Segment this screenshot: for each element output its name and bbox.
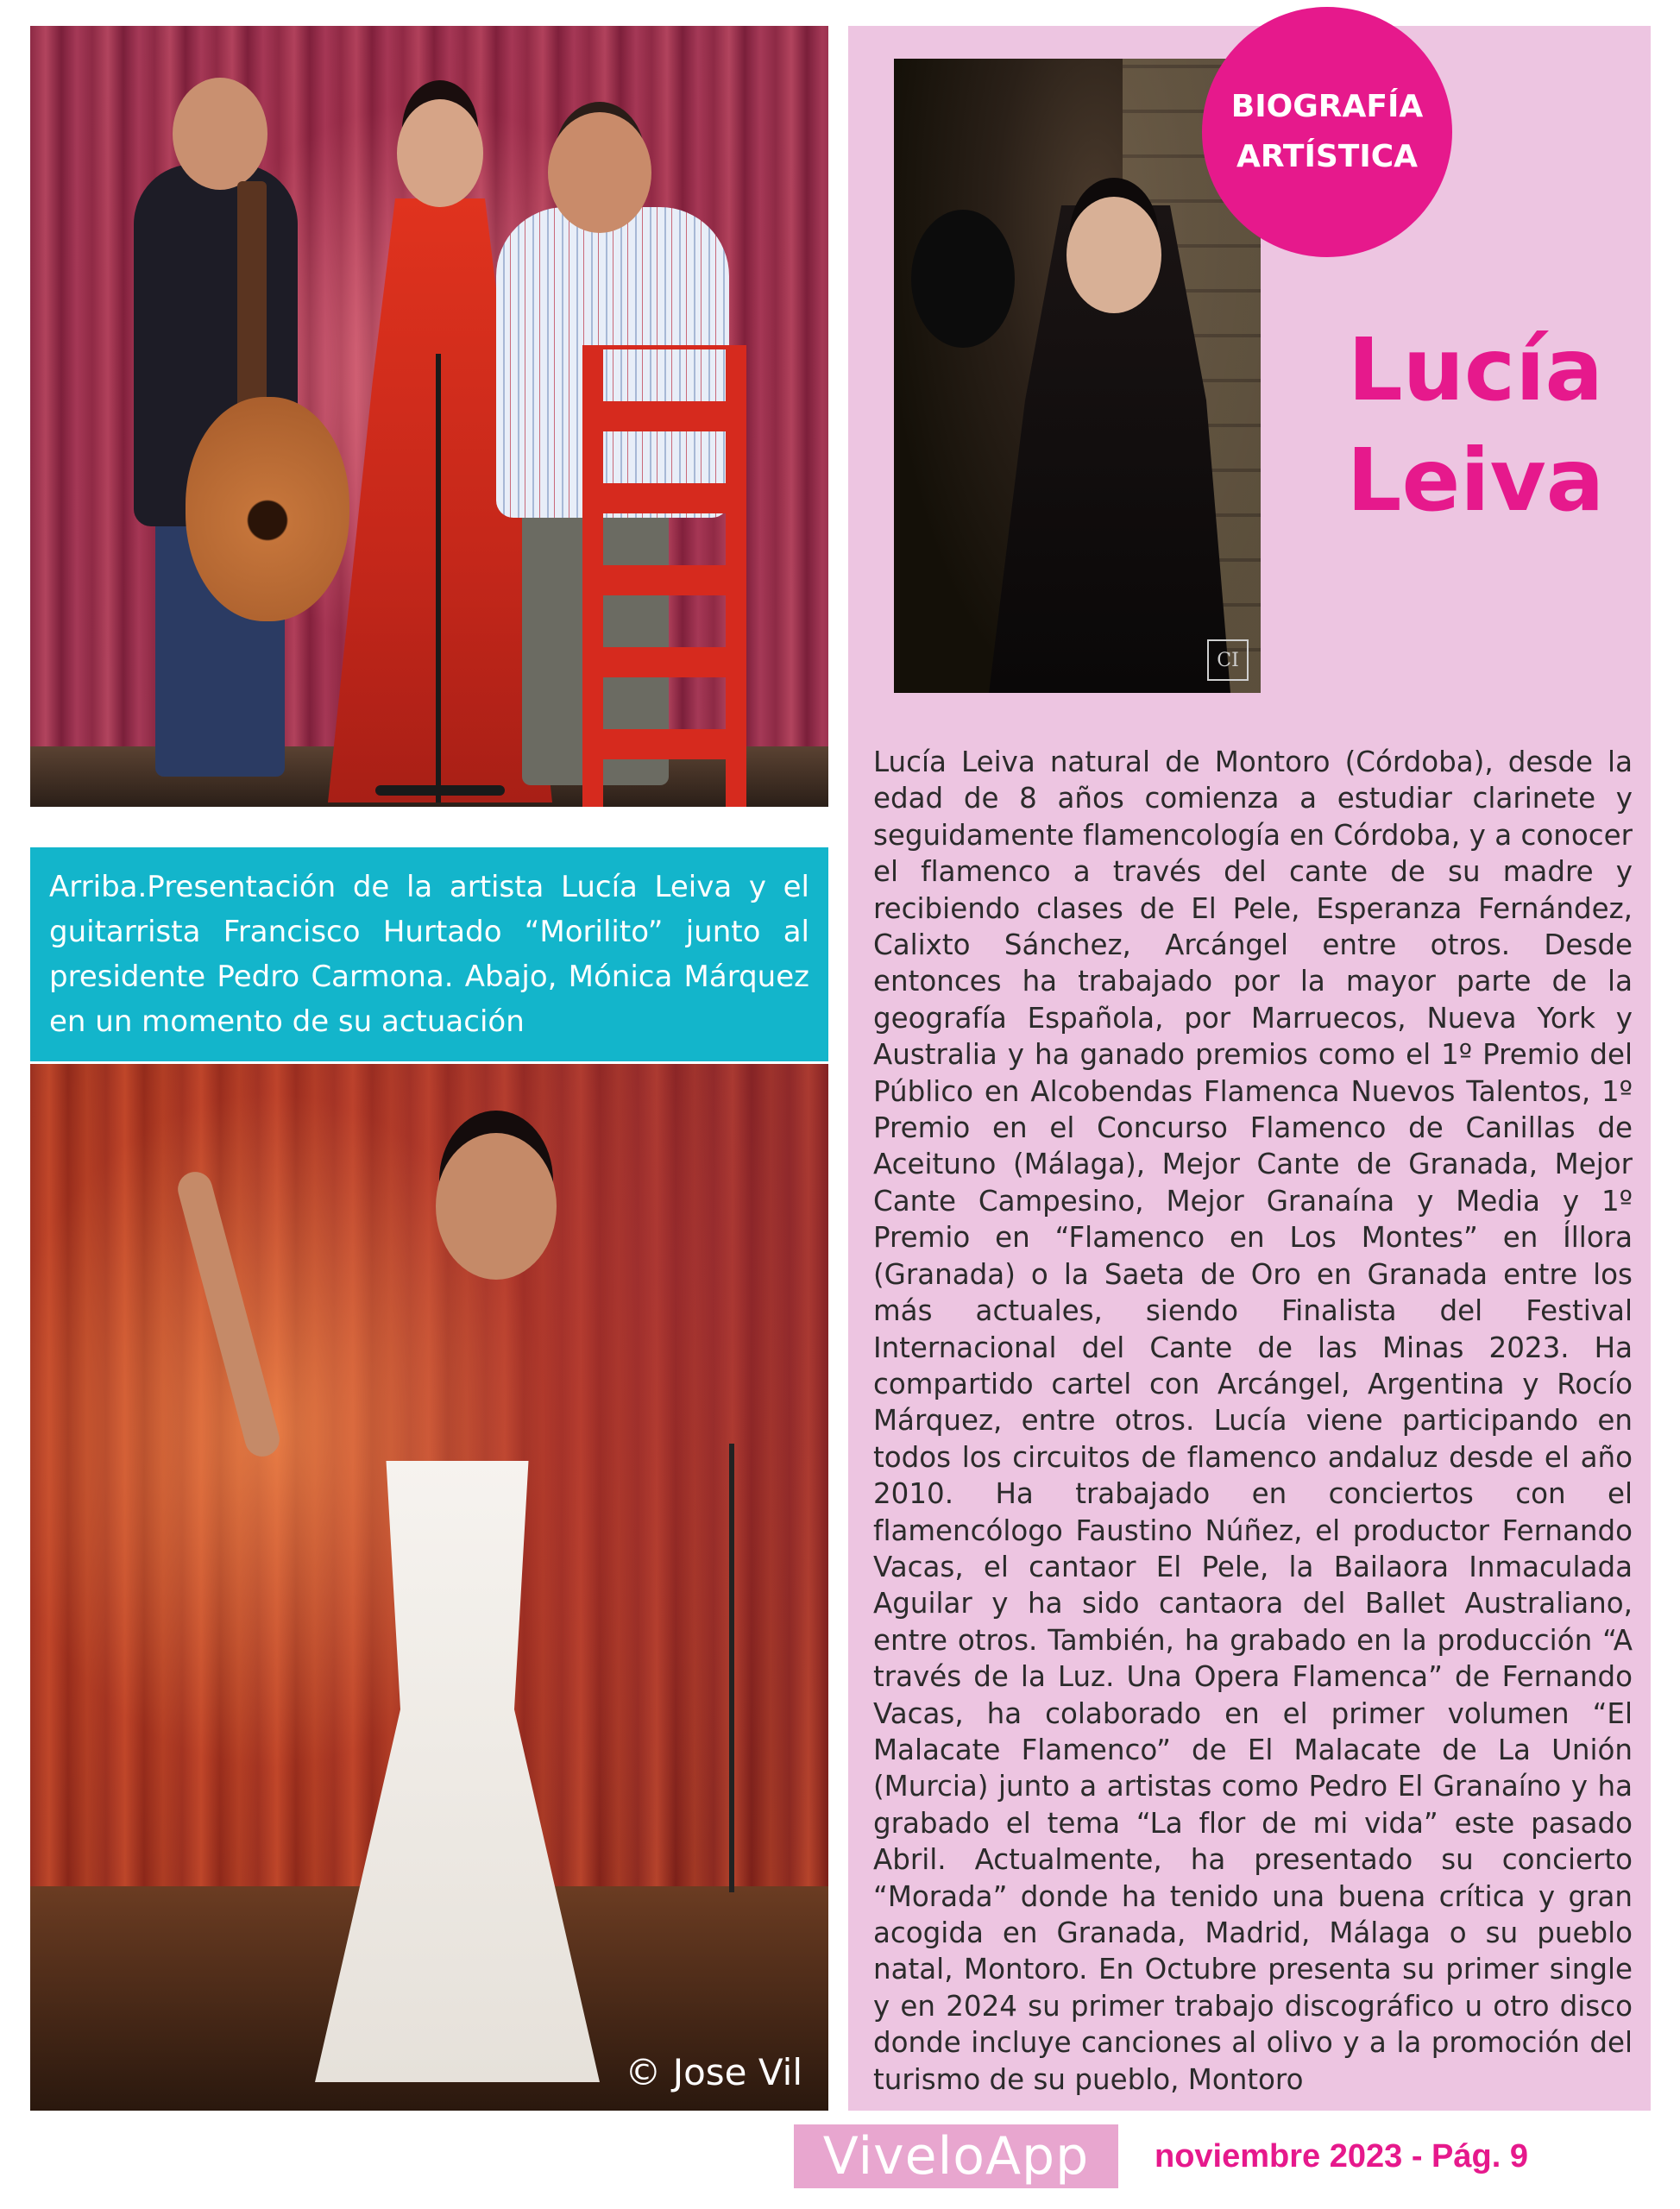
- top-photo: [30, 26, 828, 807]
- guitarist-head: [173, 78, 267, 190]
- guitar-neck: [237, 181, 267, 414]
- mic-stand: [729, 1444, 734, 1892]
- dancer-head: [436, 1133, 557, 1280]
- artist-name-heading: [1320, 315, 1631, 536]
- artist-first-name: Lucía: [1348, 319, 1603, 420]
- badge-line-1: BIOGRAFÍA: [1230, 89, 1424, 124]
- issue-date-page: noviembre 2023 - Pág. 9: [1155, 2138, 1528, 2174]
- dancer-white-dress: [315, 1461, 600, 2082]
- magazine-logo: ViveloApp: [794, 2124, 1118, 2188]
- mic-stand: [436, 354, 441, 802]
- badge-line-2: ARTÍSTICA: [1236, 139, 1419, 174]
- guitar: [186, 397, 349, 621]
- painted-chair: [582, 345, 746, 807]
- biography-text: Lucía Leiva natural de Montoro (Córdoba), desde la edad de 8 años comienza a estudiar clarinete y seguidamente flamencología en Córdoba, y a conocer el flamenco a través del cante de su madre y recibiendo clases de El Pele, Esperanza Fernández, Calixto Sánchez, Arcángel entre otros. Desde entonces ha trabajado por la mayor parte de la geografía Española, por Marruecos, Nueva York y Australia y ha ganado premios como el 1º Premio del Público en Alcobendas Flamenca Nuevos Talentos, 1º Premio en el Concurso Flamenco de Canillas de Aceituno (Málaga), Mejor Cante de Granada, Mejor Cante Campesino, Mejor Granaína y Media y 1º Premio en “Flamenco en Los Montes” en Íllora (Granada) o la Saeta de Oro en Granada entre los más actuales, siendo Finalista del Festival Internacional del Cante de las Minas 2023. Ha compartido cartel con Arcángel, Argentina y Rocío Márquez, entre otros. Lucía viene participando en todos los circuitos de flamenco andaluz desde el año 2010. Ha trabajado en conciertos con el flamencólogo Faustino Núñez, el productor Fernando Vacas, el cantaor El Pele, la Bailaora Inmaculada Aguilar y ha sido cantaora del Ballet Australiano, entre otros. También, ha grabado en la producción “A través de la Luz. Una Opera Flamenca” de Fernando Vacas, ha colaborado en el primer volumen “El Malacate Flamenco” de El Malacate de La Unión (Murcia) junto a artistas como Pedro El Granaíno y ha grabado el tema “La flor de mi vida” este pasado Abril. Actualmente, ha presentado su concierto “Morada” donde ha tenido una buena crítica y gran acogida en Granada, Madrid, Málaga o su pueblo natal, Montoro. En Octubre presenta su primer single y en 2024 su primer trabajo discográfico u otro disco donde incluye canciones al olivo y a la promoción del turismo de su pueblo, Montoro: [873, 746, 1633, 2096]
- mic-stand-base: [375, 785, 505, 796]
- bottom-photo: [30, 1064, 828, 2111]
- photo-caption: Arriba.Presentación de la artista Lucía Leiva y el guitarrista Francisco Hurtado “Morilito” junto al presidente Pedro Carmona. Abajo, Mónica Márquez en un momento de su actuación: [30, 847, 828, 1061]
- president-head: [548, 112, 651, 233]
- artist-last-name: Leiva: [1346, 430, 1605, 531]
- photo-credit: © Jose Vil: [625, 2051, 802, 2093]
- hat-icon: [911, 210, 1015, 348]
- artist-face: [1067, 197, 1161, 313]
- photographer-logo: CI: [1207, 639, 1249, 681]
- singer-head: [397, 99, 483, 207]
- dancer-arm: [174, 1168, 284, 1461]
- section-badge: [1202, 7, 1452, 257]
